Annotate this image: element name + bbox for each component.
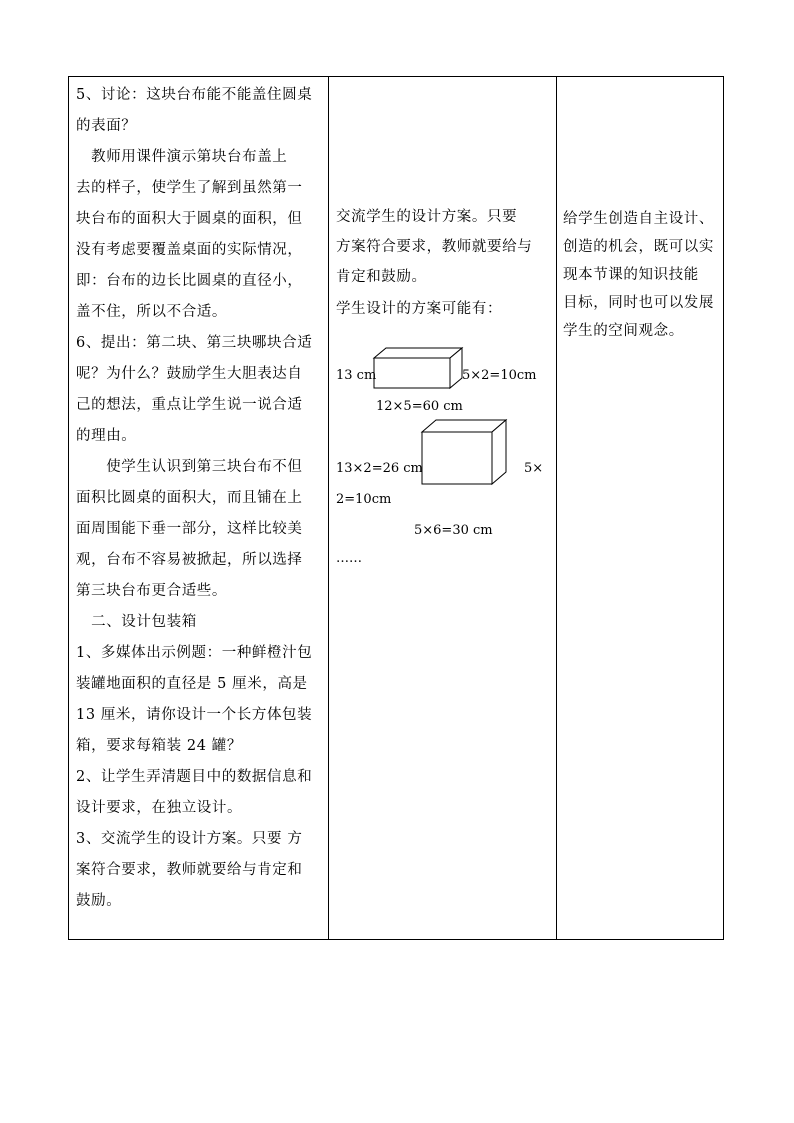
text-line: 装罐地面积的直径是 5 厘米，高是: [76, 676, 308, 692]
text-line: 己的想法，重点让学生说一说合适: [76, 397, 303, 413]
text-line: 案符合要求，教师就要给与肯定和: [76, 862, 303, 878]
design-1-height-label: 13 cm: [336, 368, 377, 383]
text-line: 学生设计的方案可能有：: [336, 301, 503, 317]
text-line: 创造的机会，既可以实: [563, 239, 714, 255]
text-line: 1、多媒体出示例题：一种鲜橙汁包: [76, 645, 313, 661]
text-line: 块台布的面积大于圆桌的面积，但: [76, 211, 303, 227]
text-line: 6、提出：第二块、第三块哪块合适: [76, 335, 313, 351]
text-line: 给学生创造自主设计、: [563, 211, 714, 227]
text-line: 3、交流学生的设计方案。只要 方: [76, 831, 303, 847]
text-line: 盖不住，所以不合适。: [76, 304, 227, 320]
ellipsis: ……: [336, 551, 362, 566]
text-line: 的理由。: [76, 428, 137, 444]
text-line: 交流学生的设计方案。只要: [336, 209, 518, 225]
text-line: 13 厘米，请你设计一个长方体包装: [76, 707, 313, 723]
text-line: 现本节课的知识技能: [563, 267, 699, 283]
text-line: 方案符合要求，教师就要给与: [336, 239, 533, 255]
text-line: 教师用课件演示第块台布盖上: [76, 149, 288, 165]
design-1-width-label: 5×2=10cm: [462, 368, 537, 383]
text-line: 面积比圆桌的面积大，而且铺在上: [76, 490, 303, 506]
text-line: 面周围能下垂一部分，这样比较美: [76, 521, 303, 537]
text-line: 设计要求，在独立设计。: [76, 800, 243, 816]
design-2-width-label-part2: 2=10cm: [336, 492, 392, 507]
cuboid-design-1: [370, 344, 466, 390]
text-line: 5、讨论：这块台布能不能盖住圆桌: [76, 87, 313, 103]
text-line: 箱，要求每箱装 24 罐？: [76, 738, 242, 754]
text-line: 观，台布不容易被掀起，所以选择: [76, 552, 303, 568]
cuboid-design-2: [418, 416, 510, 486]
section-heading: 二、设计包装箱: [76, 614, 197, 630]
text-line: 使学生认识到第三块台布不但: [76, 459, 303, 475]
design-2-length-label: 5×6=30 cm: [414, 523, 493, 538]
text-line: 肯定和鼓励。: [336, 269, 427, 285]
design-2-height-label: 13×2=26 cm: [336, 461, 423, 476]
design-1-length-label: 12×5=60 cm: [376, 399, 463, 414]
text-line: 学生的空间观念。: [563, 323, 684, 339]
text-line: 鼓励。: [76, 893, 122, 909]
text-line: 目标，同时也可以发展: [563, 295, 714, 311]
column-divider-1: [328, 77, 329, 939]
text-line: 没有考虑要覆盖桌面的实际情况，: [76, 242, 303, 258]
text-line: 第三块台布更合适些。: [76, 583, 227, 599]
text-line: 的表面？: [76, 118, 137, 134]
text-line: 2、让学生弄清题目中的数据信息和: [76, 769, 313, 785]
design-2-width-label-part1: 5×: [524, 461, 544, 476]
text-line: 呢？为什么？鼓励学生大胆表达自: [76, 366, 303, 382]
column-divider-2: [556, 77, 557, 939]
text-line: 即：台布的边长比圆桌的直径小，: [76, 273, 303, 289]
text-line: 去的样子，使学生了解到虽然第一: [76, 180, 303, 196]
